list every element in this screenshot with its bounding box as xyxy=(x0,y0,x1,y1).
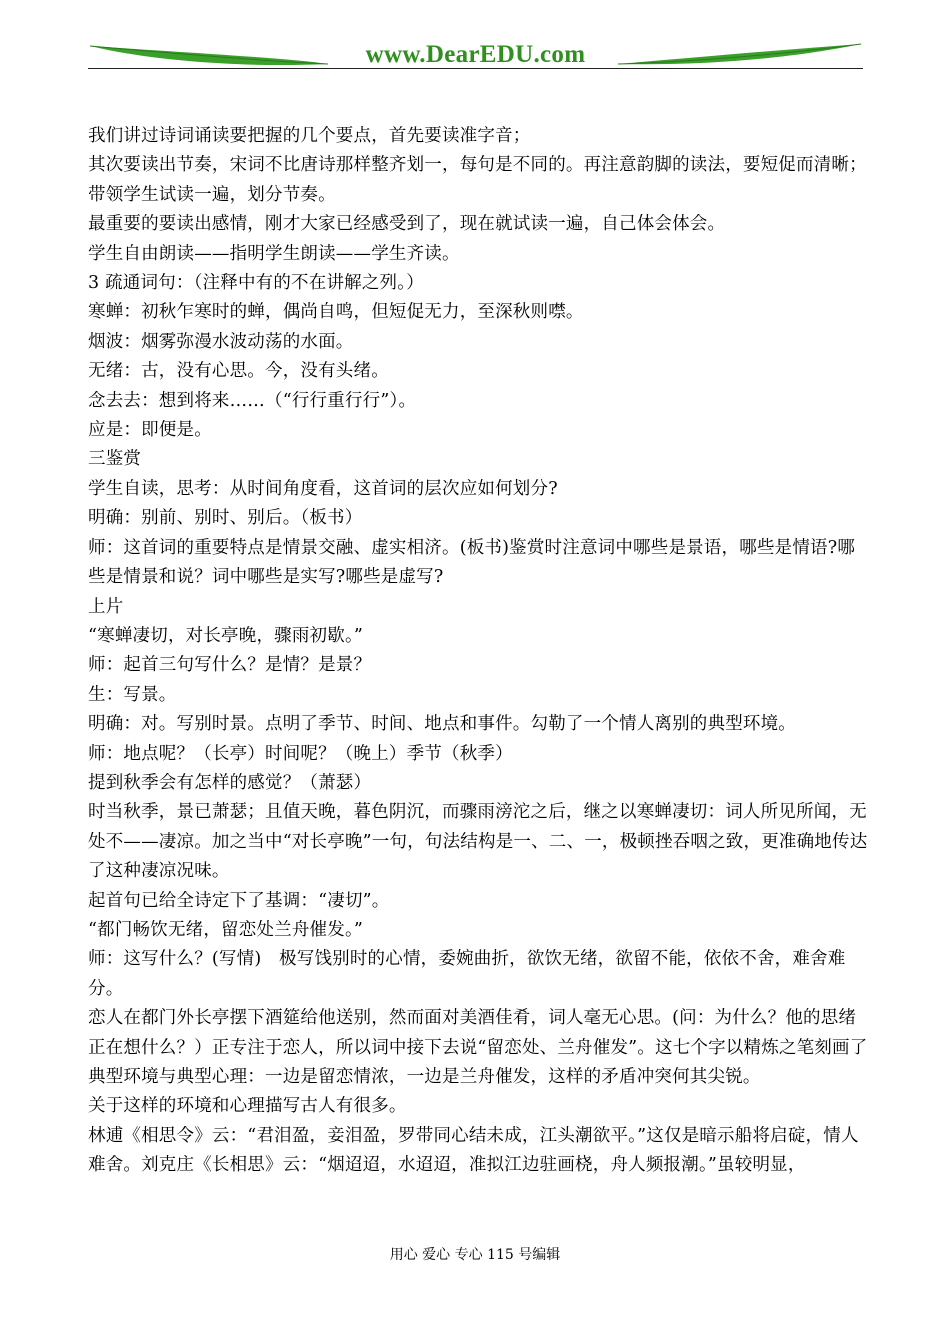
paragraph: 3 疏通词句：（注释中有的不在讲解之列。） xyxy=(88,273,424,294)
paragraph: 生：写景。 xyxy=(88,684,177,705)
paragraph: 念去去：想到将来……（“行行重行行”）。 xyxy=(88,390,417,411)
paragraph: 时当秋季，景已萧瑟；且值天晚，暮色阴沉，而骤雨滂沱之后，继之以寒蝉凄切：词人所见所闻，无处不——凄凉。加之当中“对长亭晚”一句，句法结构是一、二、一，极顿挫吞咽之致，更准确地传达了这种凄凉况味。 xyxy=(88,802,868,882)
paragraph: 师：地点呢？（长亭）时间呢？（晚上）季节（秋季） xyxy=(88,743,513,764)
quote: “寒蝉凄切，对长亭晚，骤雨初歇。” xyxy=(88,625,364,646)
paragraph: 学生自由朗读——指明学生朗读——学生齐读。 xyxy=(88,243,460,264)
paragraph: 起首句已给全诗定下了基调：“凄切”。 xyxy=(88,890,390,911)
paragraph: 明确：别前、别时、别后。（板书） xyxy=(88,508,363,529)
page-footer: 用心 爱心 专心 115 号编辑 xyxy=(389,1247,561,1263)
paragraph: 应是：即便是。 xyxy=(88,420,212,441)
paragraph: 关于这样的环境和心理描写古人有很多。 xyxy=(88,1096,407,1117)
paragraph: 师：这首词的重要特点是情景交融、虚实相济。(板书)鉴赏时注意词中哪些是景语，哪些是情语?哪些是情景和说？词中哪些是实写?哪些是虚写? xyxy=(88,537,856,588)
paragraph: 最重要的要读出感情，刚才大家已经感受到了，现在就试读一遍，自己体会体会。 xyxy=(88,214,726,235)
paragraph: 明确：对。写别时景。点明了季节、时间、地点和事件。勾勒了一个情人离别的典型环境。 xyxy=(88,714,796,735)
paragraph: 其次要读出节奏，宋词不比唐诗那样整齐划一，每句是不同的。再注意韵脚的读法，要短促而清晰；带领学生试读一遍，划分节奏。 xyxy=(88,155,867,205)
paragraph: 师：起首三句写什么？是情？是景？ xyxy=(88,655,372,676)
section-heading: 上片 xyxy=(88,596,124,617)
section-heading: 三鉴赏 xyxy=(88,449,142,470)
paragraph: 无绪：古，没有心思。今，没有头绪。 xyxy=(88,361,389,382)
paragraph: 学生自读，思考：从时间角度看，这首词的层次应如何划分? xyxy=(88,478,558,499)
site-name[interactable]: www.DearEDU.com xyxy=(365,41,586,68)
quote: “都门畅饮无绪，留恋处兰舟催发。” xyxy=(88,919,364,940)
paragraph: 恋人在都门外长亭摆下酒筵给他送别，然而面对美酒佳肴，词人毫无心思。(问：为什么？他的思绪正在想什么？）正专注于恋人，所以词中接下去说“留恋处、兰舟催发”。这七个字以精炼之笔刻画了典型环境与典型心理：一边是留恋情浓，一边是兰舟催发，这样的矛盾冲突何其尖锐。 xyxy=(88,1008,868,1087)
header-rule xyxy=(88,68,863,69)
paragraph: 提到秋季会有怎样的感觉？（萧瑟） xyxy=(88,772,372,793)
paragraph: 林逋《相思令》云：“君泪盈，妾泪盈，罗带同心结未成，江头潮欲平。”这仅是暗示船将启碇，情人难舍。刘克庄《长相思》云：“烟迢迢，水迢迢，准拟江边驻画桡，舟人频报潮。”虽较明显， xyxy=(88,1125,859,1176)
paragraph: 师：这写什么？(写情) 极写饯别时的心情，委婉曲折，欲饮无绪，欲留不能，依依不舍，难舍难分。 xyxy=(88,949,846,999)
document-body xyxy=(88,122,868,1181)
paragraph: 烟波：烟雾弥漫水波动荡的水面。 xyxy=(88,331,354,352)
paragraph: 寒蝉：初秋乍寒时的蝉，偶尚自鸣，但短促无力，至深秋则噤。 xyxy=(88,302,584,323)
paragraph: 我们讲过诗词诵读要把握的几个要点，首先要读准字音； xyxy=(88,126,531,146)
